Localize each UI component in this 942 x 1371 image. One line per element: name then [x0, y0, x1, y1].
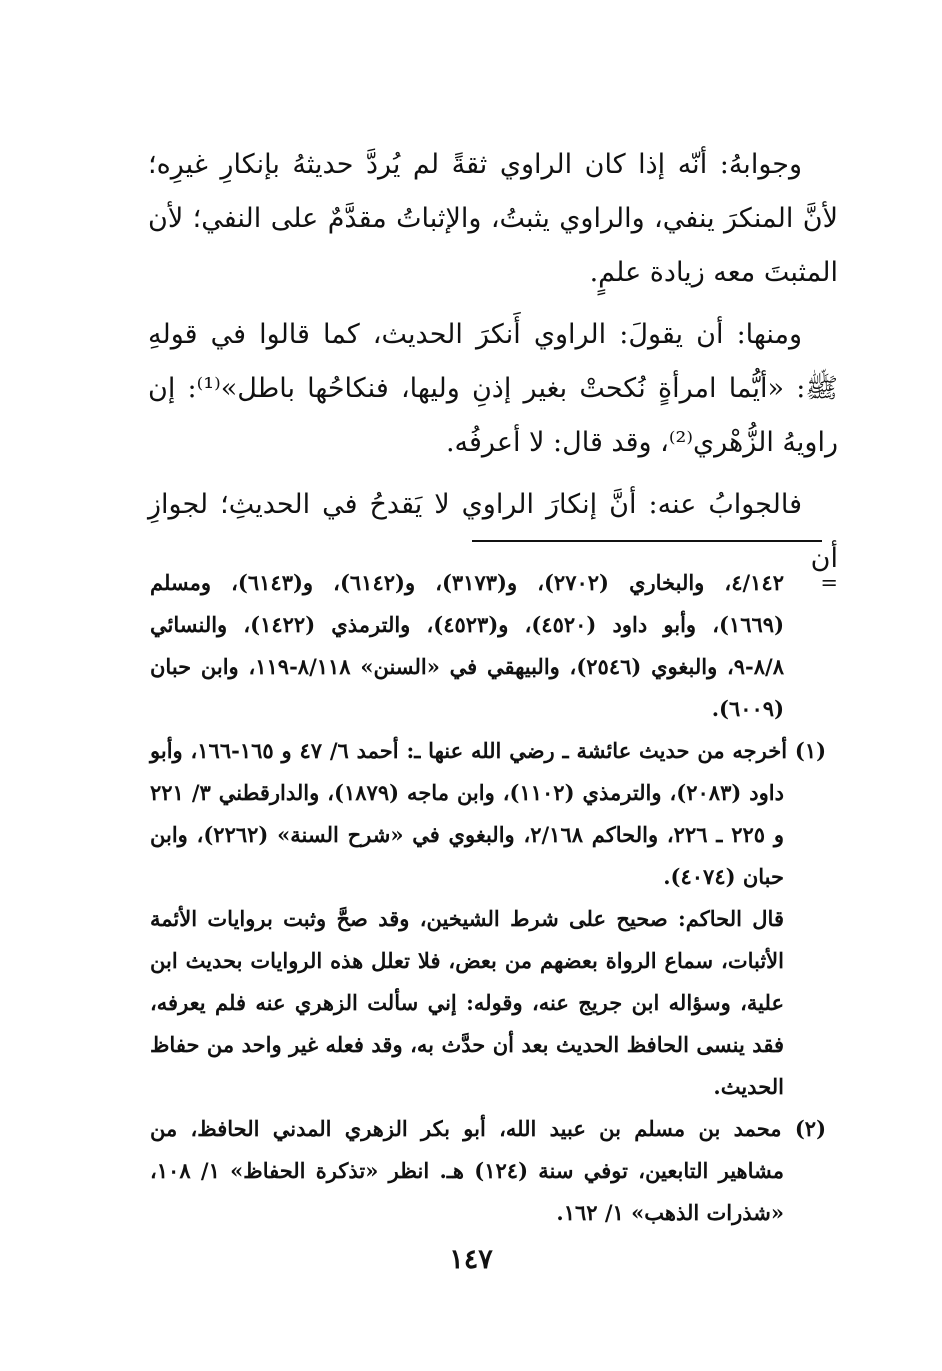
main-text — [148, 138, 838, 594]
footnote-continuation-text: ٤/١٤٢، والبخاري (٢٧٠٢)، و(٣١٧٣)، و(٦١٤٢)، و(٦١٤٣)، ومسلم (١٦٦٩)، وأبو داود (٤٥٢٠)، و(٤٥٢٣)، والترمذي (١٤٢٢)، والنسائي ٨/٨-٩، والبغوي (٢٥٤٦)، والبيهقي في «السنن» ٨/١١٨-١١٩، وابن حبان (٦٠٠٩). — [150, 570, 784, 721]
footnotes — [150, 562, 838, 1234]
main-paragraph-2: ومنها: أن يقولَ: الراوي أَنكرَ الحديث، كما قالوا في قولهِ ﷺ: «أيُّما امرأةٍ نُكحتْ بغير إذنِ وليها، فنكاحُها باطل»⁽¹⁾: إن راويهُ الزُّهْري⁽²⁾، وقد قال: لا أعرفُه. — [148, 319, 839, 458]
footnote-separator — [472, 540, 822, 542]
footnote-continuation — [150, 562, 838, 730]
continuation-mark: = — [820, 571, 838, 595]
page-number: ١٤٧ — [449, 1244, 493, 1275]
footnote-1-comment: قال الحاكم: صحيح على شرط الشيخين، وقد صحَّ وثبت بروايات الأئمة الأثبات، سماع الرواة بعضهم من بعض، فلا تعلل هذه الروايات بحديث ابن علية، وسؤاله ابن جريج عنه، وقوله: إني سألت الزهري عنه فلم يعرفه، فقد ينسى الحافظ الحديث بعد أن حدَّث به، وقد فعله غير واحد من حفاظ الحديث. — [150, 906, 784, 1099]
main-paragraph-3: فالجوابُ عنه: أنَّ إنكارَ الراوي لا يَقدحُ في الحديثِ؛ لجوازِ أن — [148, 489, 838, 574]
footnote-2: (٢) محمد بن مسلم بن عبيد الله، أبو بكر الزهري المدني الحافظ، من مشاهير التابعين، توفي سنة (١٢٤) هـ. انظر «تذكرة الحفاظ» ١/ ١٠٨، «شذرات الذهب» ١/ ١٦٢. — [150, 1116, 826, 1225]
main-paragraph-1: وجوابهُ: أنّه إذا كان الراوي ثقةً لم يُردَّ حديثهُ بإنكارِ غيرِه؛ لأنَّ المنكرَ ينفي، والراوي يثبتُ، والإثباتُ مقدَّمٌ على النفي؛ لأن المثبتَ معه زيادة علمٍ. — [148, 149, 838, 288]
footnote-1: (١) أخرجه من حديث عائشة ـ رضي الله عنها ـ: أحمد ٦/ ٤٧ و ١٦٥-١٦٦، وأبو داود (٢٠٨٣)، والترمذي (١١٠٢)، وابن ماجه (١٨٧٩)، والدارقطني ٣/ ٢٢١ و ٢٢٥ ـ ٢٢٦، والحاكم ٢/١٦٨، والبغوي في «شرح السنة» (٢٢٦٢)، وابن حبان (٤٠٧٤). — [150, 738, 827, 889]
